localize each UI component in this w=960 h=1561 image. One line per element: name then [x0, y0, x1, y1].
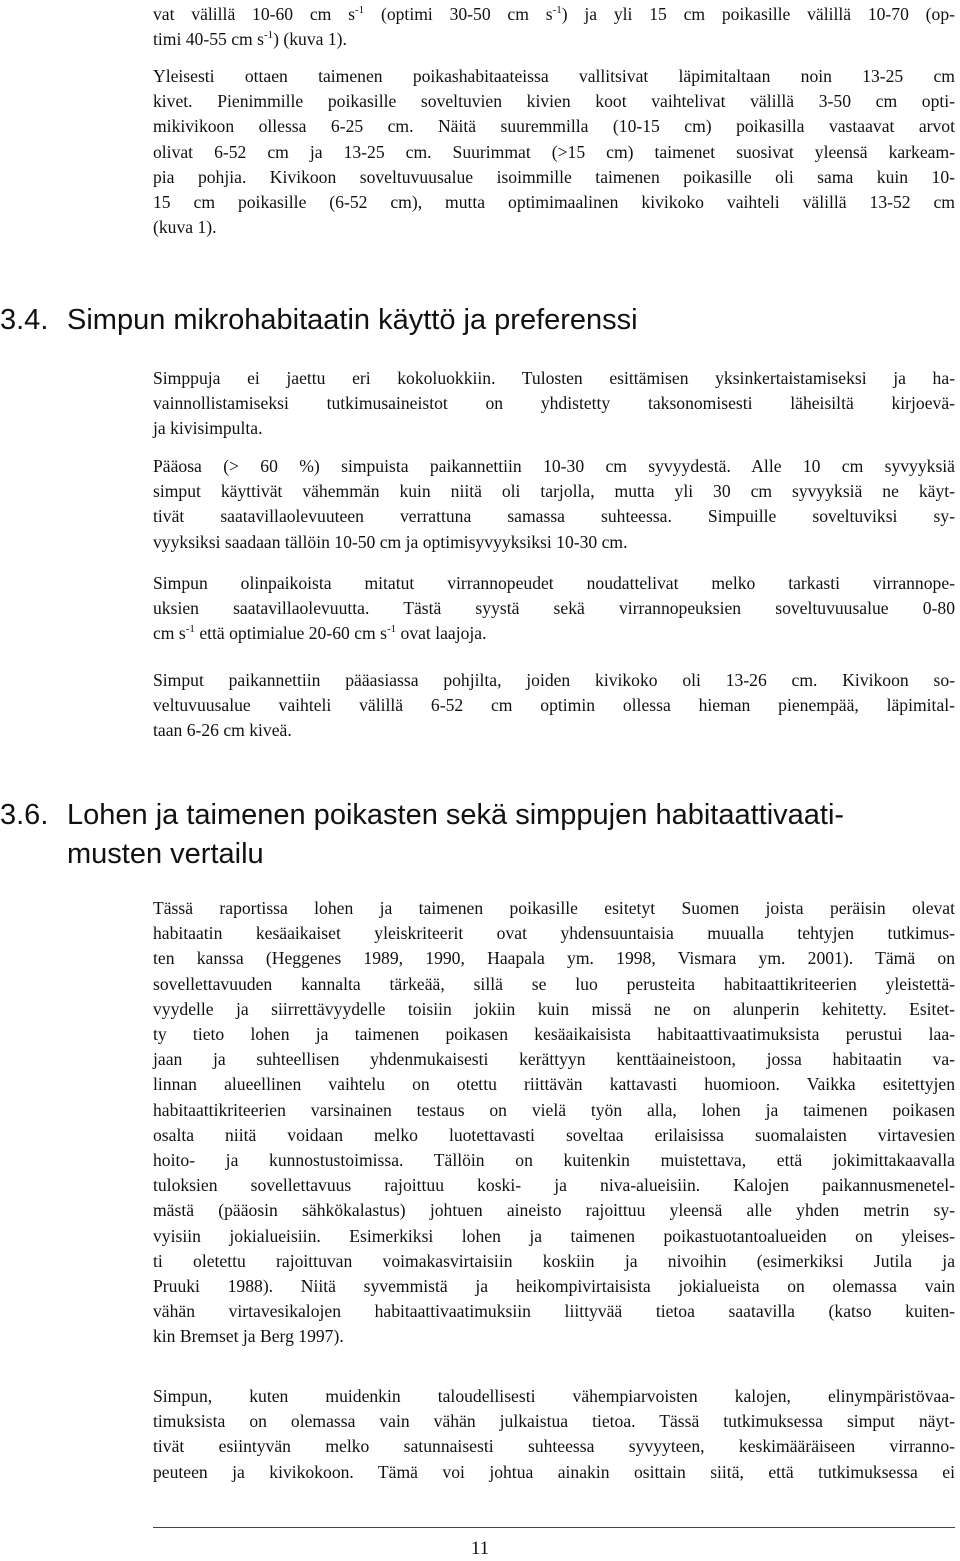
- superscript: -1: [355, 4, 365, 16]
- text-line: sovellettavuuden kannalta tärkeää, sillä se luo perusteita habitaattikriteerien yleistettä-: [153, 973, 955, 994]
- text-line: olivat 6-52 cm ja 13-25 cm. Suurimmat (>15 cm) taimenet suosivat yleensä karkeam-: [153, 141, 955, 162]
- paragraph-final: [153, 1384, 955, 1485]
- text-line: ten kanssa (Heggenes 1989, 1990, Haapala ym. 1998, Vismara ym. 2001). Tämä on: [153, 948, 955, 969]
- text-line: hoito- ja kunnostustoimissa. Tällöin on kuitenkin muistettava, että jokimittakaavalla: [153, 1150, 955, 1171]
- section-title: Simpun mikrohabitaatin käyttö ja preferenssi: [67, 304, 638, 336]
- paragraph-simppu-depth: [153, 454, 955, 555]
- text-run: vat välillä 10-60 cm s: [153, 4, 356, 24]
- text-line: [153, 27, 955, 52]
- text-run: ovat laajoja.: [396, 623, 487, 644]
- text-line: vyyksiksi saadaan tällöin 10-50 cm ja optimisyvyyksiksi 10-30 cm.: [153, 531, 628, 552]
- text-line: tuloksien sovellettavuus rajoittuu koski- ja niva-alueisiin. Kalojen paikannusmenetel-: [153, 1175, 955, 1196]
- text-line: Pääosa (> 60 %) simpuista paikannettiin 10-30 cm syvyydestä. Alle 10 cm syvyyksiä: [153, 456, 955, 476]
- text-line: peuteen ja kivikokoon. Tämä voi johtua ainakin osittain siitä, että tutkimuksessa ei: [153, 1461, 955, 1482]
- text-line: veltuvuusalue vaihteli välillä 6-52 cm optimin ollessa hieman pienempää, läpimital-: [153, 695, 955, 716]
- paragraph-simppu-classes: [153, 366, 955, 442]
- text-run: ) (kuva 1).: [273, 29, 347, 50]
- superscript: -1: [552, 4, 562, 16]
- footer-divider: [153, 1527, 955, 1528]
- superscript: -1: [185, 623, 195, 636]
- text-line: vyisiin jokialueisiin. Esimerkiksi lohen ja taimenen poikastuotantoalueiden on yleises-: [153, 1225, 955, 1246]
- section-number: 3.4.: [0, 304, 49, 336]
- text-line: Yleisesti ottaen taimenen poikashabitaateissa vallitsivat läpimitaltaan noin 13-25 cm: [153, 66, 955, 86]
- paragraph-stone-size: [153, 64, 955, 240]
- text-line: Tässä raportissa lohen ja taimenen poikasille esitetyt Suomen joista peräisin olevat: [153, 898, 955, 918]
- superscript: -1: [386, 623, 397, 636]
- text-line: mikivikoon ollessa 6-25 cm. Näitä suuremmilla (10-15 cm) poikasilla vastaavat arvot: [153, 116, 955, 137]
- section-title: Lohen ja taimenen poikasten sekä simppujen habitaattivaati-: [67, 799, 845, 831]
- paragraph-simppu-velocity: [153, 571, 955, 647]
- text-line: pia pohjia. Kivikoon soveltuvuusalue isoimmille taimenen poikasille oli sama kuin 10-: [153, 166, 955, 187]
- text-line: tivät saatavillaolevuuteen verrattuna samassa suhteessa. Simpuille soveltuviksi sy-: [153, 506, 955, 527]
- text-line: osalta niitä voidaan melko luotettavasti soveltaa erilaisissa suomalaisten virtavesien: [153, 1124, 955, 1145]
- text-line: ti oletettu rajoittuvan voimakasvirtaisiin koskiin ja nivoihin (esimerkiksi Jutila ja: [153, 1250, 955, 1271]
- paragraph-simppu-stones: [153, 668, 955, 744]
- text-line: ty tieto lohen ja taimenen poikasen kesäaikaisista habitaattivaatimuksista perustui laa-: [153, 1024, 955, 1045]
- text-line: ja kivisimpulta.: [153, 418, 263, 439]
- text-line: taan 6-26 cm kiveä.: [153, 720, 292, 741]
- text-line: [153, 621, 955, 646]
- text-line: Simppuja ei jaettu eri kokoluokkiin. Tulosten esittämisen yksinkertaistamiseksi ja ha-: [153, 368, 955, 388]
- text-run: että optimialue 20-60 cm s: [194, 623, 387, 644]
- section-title-line-2: musten vertailu: [67, 838, 264, 870]
- text-run: (optimi 30-50 cm s: [364, 4, 553, 24]
- text-line: 15 cm poikasille (6-52 cm), mutta optimimaalinen kivikoko vaihteli välillä 13-52 cm: [153, 192, 955, 213]
- text-line: uksien saatavillaolevuutta. Tästä syystä sekä virrannopeuksien soveltuvuusalue 0-80: [153, 598, 955, 619]
- paragraph-comparison: [153, 896, 955, 1350]
- text-run: ) ja yli 15 cm poikasille välillä 10-70 (op-: [561, 4, 955, 24]
- text-line: habitaatin kesäaikaiset yleiskriteerit ovat yhdensuuntaisia muualla tehtyjen tutkimus-: [153, 923, 955, 944]
- text-line: [153, 2, 955, 27]
- text-line: kin Bremset ja Berg 1997).: [153, 1326, 344, 1347]
- text-line: Pruuki 1988). Niitä syvemmistä ja heikompivirtaisista jokialueista on olemassa vain: [153, 1276, 955, 1297]
- text-line: kivet. Pienimmille poikasille soveltuvien kivien koot vaihtelivat välillä 3-50 cm opti-: [153, 91, 955, 112]
- text-run: timi 40-55 cm s: [153, 29, 264, 50]
- text-line: simput käyttivät vähemmän kuin niitä oli tarjolla, mutta yli 30 cm syvyyksiä ne käyt-: [153, 481, 955, 502]
- text-line: habitaattikriteerien varsinainen testaus on vielä työn alla, lohen ja taimenen poikasen: [153, 1099, 955, 1120]
- text-line: vainnollistamiseksi tutkimusaineistot on yhdistetty taksonomisesti läheisiltä kirjoevä-: [153, 393, 955, 414]
- text-run: cm s: [153, 623, 186, 644]
- text-line: Simpun, kuten muidenkin taloudellisesti vähempiarvoisten kalojen, elinympäristövaa-: [153, 1386, 955, 1406]
- superscript: -1: [263, 29, 274, 42]
- section-number: 3.6.: [0, 799, 49, 831]
- text-line: tivät esiintyvän melko satunnaisesti suhteessa syvyyteen, keskimääräiseen virranno-: [153, 1436, 955, 1457]
- text-line: jaan ja suhteellisen yhdenmukaisesti kerättyyn kenttäaineistoon, jossa habitaatin va-: [153, 1049, 955, 1070]
- page-number: 11: [470, 1538, 490, 1559]
- text-line: vyydelle ja siirrettävyydelle toisiin jokiin kuin missä ne on alunperin kehitetty. Esitet-: [153, 998, 955, 1019]
- text-line: Simput paikannettiin pääasiassa pohjilta, joiden kivikoko oli 13-26 cm. Kivikoon so-: [153, 670, 955, 690]
- text-line: mästä (pääosin sähkökalastus) johtuen aineisto rajoittuu yleensä alle yhden metrin sy-: [153, 1200, 955, 1221]
- text-line: linnan alueellinen vaihtelu on otettu riittävän kattavasti huomioon. Vaikka esitettyjen: [153, 1074, 955, 1095]
- paragraph-intro: [153, 2, 955, 52]
- text-line: (kuva 1).: [153, 217, 217, 238]
- text-line: vähän virtavesikalojen habitaattivaatimuksiin liittyvää tietoa saatavilla (katso kuiten-: [153, 1301, 955, 1322]
- text-line: Simpun olinpaikoista mitatut virrannopeudet noudattelivat melko tarkasti virrannope-: [153, 573, 955, 593]
- text-line: timuksista on olemassa vain vähän julkaistua tietoa. Tässä tutkimuksessa simput näyt-: [153, 1411, 955, 1432]
